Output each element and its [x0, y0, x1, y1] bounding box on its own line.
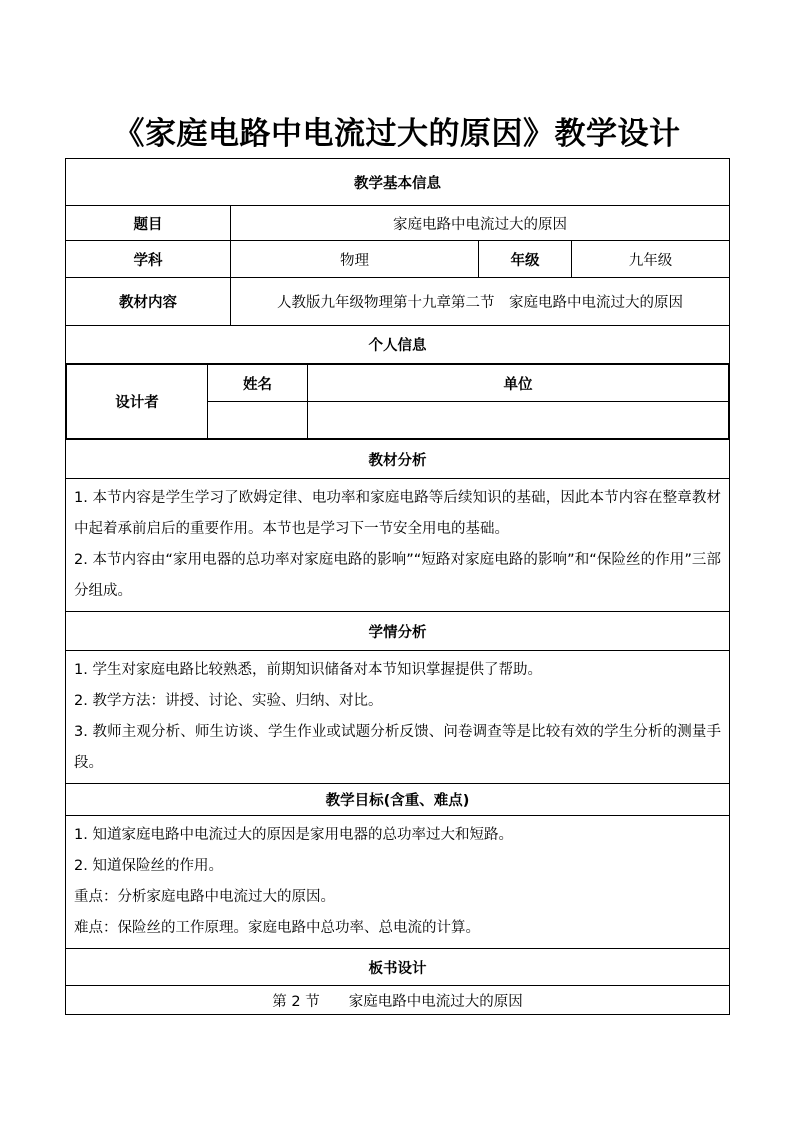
unit-label: 单位 — [308, 365, 729, 402]
grade-value: 九年级 — [572, 241, 730, 278]
designer-label: 设计者 — [67, 365, 208, 439]
objective-item: 2. 知道保险丝的作用。 — [74, 858, 223, 874]
topic-label: 题目 — [66, 206, 231, 241]
section-heading-material-analysis: 教材分析 — [66, 440, 730, 479]
name-label: 姓名 — [208, 365, 308, 402]
material-value: 人教版九年级物理第十九章第二节 家庭电路中电流过大的原因 — [231, 278, 730, 326]
topic-value: 家庭电路中电流过大的原因 — [231, 206, 730, 241]
lesson-plan-table — [65, 158, 730, 1015]
section-heading-objectives: 教学目标(含重、难点) — [66, 784, 730, 816]
objective-item: 难点：保险丝的工作原理。家庭电路中总功率、总电流的计算。 — [74, 920, 480, 936]
section-heading-basic-info: 教学基本信息 — [66, 159, 730, 206]
objective-item: 1. 知道家庭电路中电流过大的原因是家用电器的总功率过大和短路。 — [74, 827, 513, 843]
board-design-line: 第 2 节 家庭电路中电流过大的原因 — [66, 986, 730, 1015]
section-heading-board-design: 板书设计 — [66, 949, 730, 986]
unit-value — [308, 402, 729, 439]
student-analysis-item: 1. 学生对家庭电路比较熟悉，前期知识储备对本节知识掌握提供了帮助。 — [74, 662, 542, 678]
objectives-body — [66, 816, 730, 949]
student-analysis-body — [66, 651, 730, 784]
material-analysis-item: 1. 本节内容是学生学习了欧姆定律、电功率和家庭电路等后续知识的基础，因此本节内容在整章教材中起着承前启后的重要作用。本节也是学习下一节安全用电的基础。 — [74, 490, 721, 537]
material-label: 教材内容 — [66, 278, 231, 326]
document-title: 《家庭电路中电流过大的原因》教学设计 — [113, 116, 681, 152]
student-analysis-item: 2. 教学方法：讲授、讨论、实验、归纳、对比。 — [74, 693, 383, 709]
subject-label: 学科 — [66, 241, 231, 278]
objective-item: 重点：分析家庭电路中电流过大的原因。 — [74, 889, 335, 905]
section-heading-personal-info: 个人信息 — [66, 326, 730, 364]
student-analysis-item: 3. 教师主观分析、师生访谈、学生作业或试题分析反馈、问卷调查等是比较有效的学生分析的测量手段。 — [74, 724, 721, 771]
grade-label: 年级 — [479, 241, 572, 278]
subject-value: 物理 — [231, 241, 479, 278]
section-heading-student-analysis: 学情分析 — [66, 612, 730, 651]
personal-info-grid — [66, 364, 729, 439]
name-value — [208, 402, 308, 439]
material-analysis-item: 2. 本节内容由“家用电器的总功率对家庭电路的影响”“短路对家庭电路的影响”和“保险丝的作用”三部分组成。 — [74, 552, 721, 599]
material-analysis-body — [66, 479, 730, 612]
personal-info-block — [66, 364, 730, 440]
